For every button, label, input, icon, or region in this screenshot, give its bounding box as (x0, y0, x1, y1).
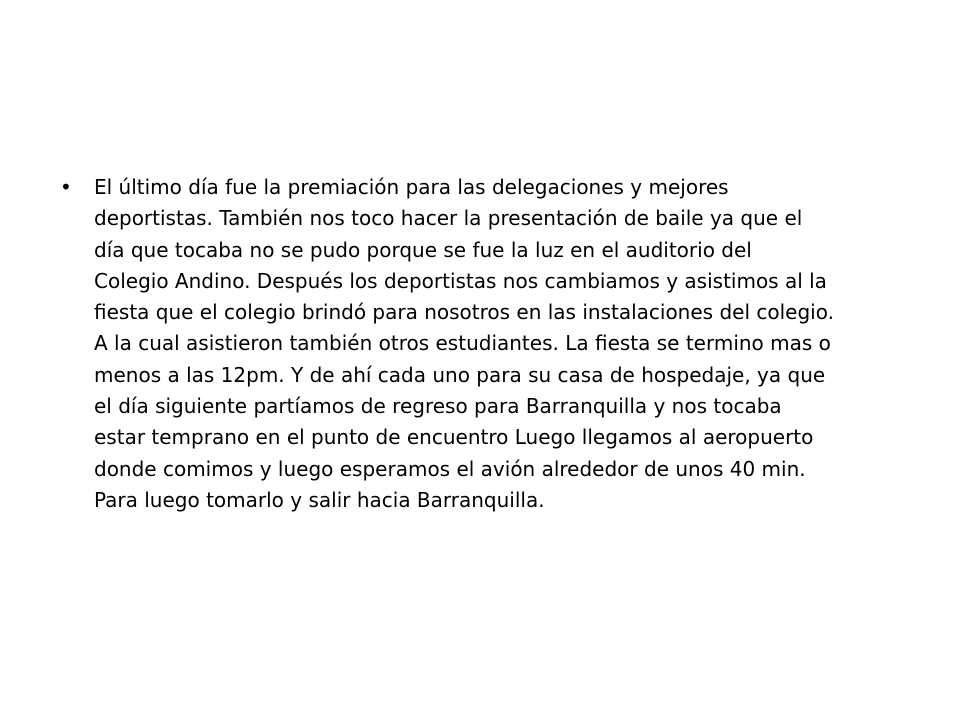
text-line: deportistas. También nos toco hacer la presentación de baile ya que el (94, 206, 803, 231)
text-line: día que tocaba no se pudo porque se fue la luz en el auditorio del (94, 237, 752, 262)
text-line: Para luego tomarlo y salir hacia Barranquilla. (94, 487, 545, 512)
bullet-marker: • (60, 175, 72, 199)
text-line: menos a las 12pm. Y de ahí cada uno para su casa de hospedaje, ya que (94, 362, 826, 387)
text-line: el día siguiente partíamos de regreso para Barranquilla y nos tocaba (94, 394, 782, 419)
text-line: donde comimos y luego esperamos el avión alrededor de unos 40 min. (94, 456, 806, 481)
text-line: Colegio Andino. Después los deportistas nos cambiamos y asistimos al la (94, 268, 827, 293)
text-line: estar temprano en el punto de encuentro Luego llegamos al aeropuerto (94, 425, 814, 450)
text-line: A la cual asistieron también otros estudiantes. La fiesta se termino mas o (94, 331, 831, 356)
bullet-item (58, 172, 908, 516)
bullet-text (94, 172, 908, 516)
bullet-list (58, 172, 908, 516)
text-line: fiesta que el colegio brindó para nosotros en las instalaciones del colegio. (94, 300, 834, 325)
text-line: El último día fue la premiación para las delegaciones y mejores (94, 175, 729, 199)
